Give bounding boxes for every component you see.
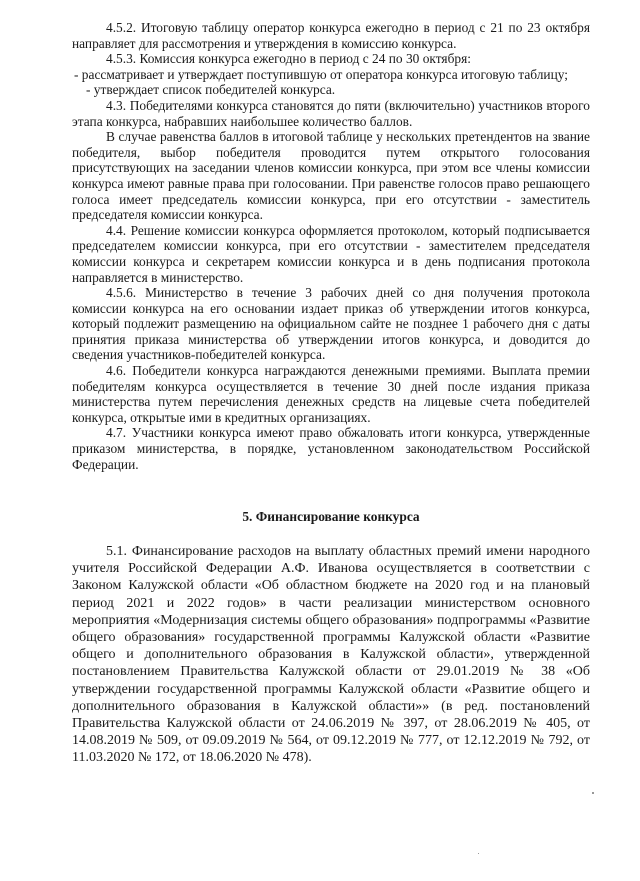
- paragraph-4-7: 4.7. Участники конкурса имеют право обжаловать итоги конкурса, утвержденные приказом министерства, в порядке, установленном законодательством Российской Федерации.: [72, 425, 590, 472]
- scan-speck: [592, 792, 594, 794]
- paragraph-4-5-3: 4.5.3. Комиссия конкурса ежегодно в период с 24 по 30 октября:: [106, 51, 471, 67]
- paragraph-5-1: 5.1. Финансирование расходов на выплату областных премий имени народного учителя Российской Федерации А.Ф. Иванова осуществляется в соответствии с Законом Калужской области «Об областном бюджете на 2020 год и на плановый период 2021 и 2022 годов» в части реализации министерством основного мероприятия «Модернизация системы общего образования» подпрограммы «Развитие общего образования» государственной программы Калужской области «Развитие общего и дополнительного образования в Калужской области», утвержденной постановлением Правительства Калужской области от 29.01.2019 № 38 «Об утверждении государственной программы Калужской области «Развитие общего и дополнительного образования в Калужской области»» (в ред. постановлений Правительства Калужской области от 24.06.2019 № 397, от 28.06.2019 № 405, от 14.08.2019 № 509, от 09.09.2019 № 564, от 09.12.2019 № 777, от 12.12.2019 № 792, от 11.03.2020 № 172, от 18.06.2020 № 478).: [72, 544, 590, 766]
- paragraph-4-5-2: 4.5.2. Итоговую таблицу оператор конкурса ежегодно в период с 21 по 23 октября направляет для рассмотрения и утверждения в комиссию конкурса.: [72, 20, 590, 51]
- paragraph-4-4: 4.4. Решение комиссии конкурса оформляется протоколом, который подписывается председателем комиссии конкурса, при его отсутствии - заместителем председателя комиссии конкурса и секретарем комиссии конкурса и в день подписания протокола направляется в министерство.: [72, 222, 590, 285]
- section-5-text: [72, 543, 590, 767]
- list-item-approve-winners: - утверждает список победителей конкурса.: [86, 82, 336, 98]
- paragraph-4-6: 4.6. Победители конкурса награждаются денежными премиями. Выплата премии победителям конкурса осуществляется в течение 30 дней после издания приказа министерства путем перечисления денежных средств на лицевые счета победителей конкурса, открытые ими в кредитных организациях.: [72, 363, 590, 425]
- scan-speck: [478, 853, 479, 854]
- paragraph-4-5-6: 4.5.6. Министерство в течение 3 рабочих дней со дня получения протокола комиссии конкурса на его основании издает приказ об утверждении итогов конкурса, который подлежит размещению на официальном сайте не позднее 1 рабочего дня с даты принятия приказа министерства об утверждении итогов конкурса, и доводится до сведения участников-победителей конкурса.: [72, 285, 590, 363]
- section-5-heading: 5. Финансирование конкурса: [242, 509, 420, 524]
- section-4-text: [72, 20, 590, 472]
- paragraph-tie-vote: В случае равенства баллов в итоговой таблице у нескольких претендентов на звание победителя, выбор победителя проводится путем открытого голосования присутствующих на заседании членов комиссии конкурса, при этом все члены комиссии конкурса имеют равные права при голосовании. При равенстве голосов право решающего голоса имеет председатель комиссии конкурса, при его отсутствии - заместитель председателя комиссии конкурса.: [72, 129, 590, 223]
- paragraph-4-3: 4.3. Победителями конкурса становятся до пяти (включительно) участников второго этапа конкурса, набравших наибольшее количество баллов.: [72, 97, 590, 129]
- list-item-review-table: - рассматривает и утверждает поступившую от оператора конкурса итоговую таблицу;: [74, 66, 568, 82]
